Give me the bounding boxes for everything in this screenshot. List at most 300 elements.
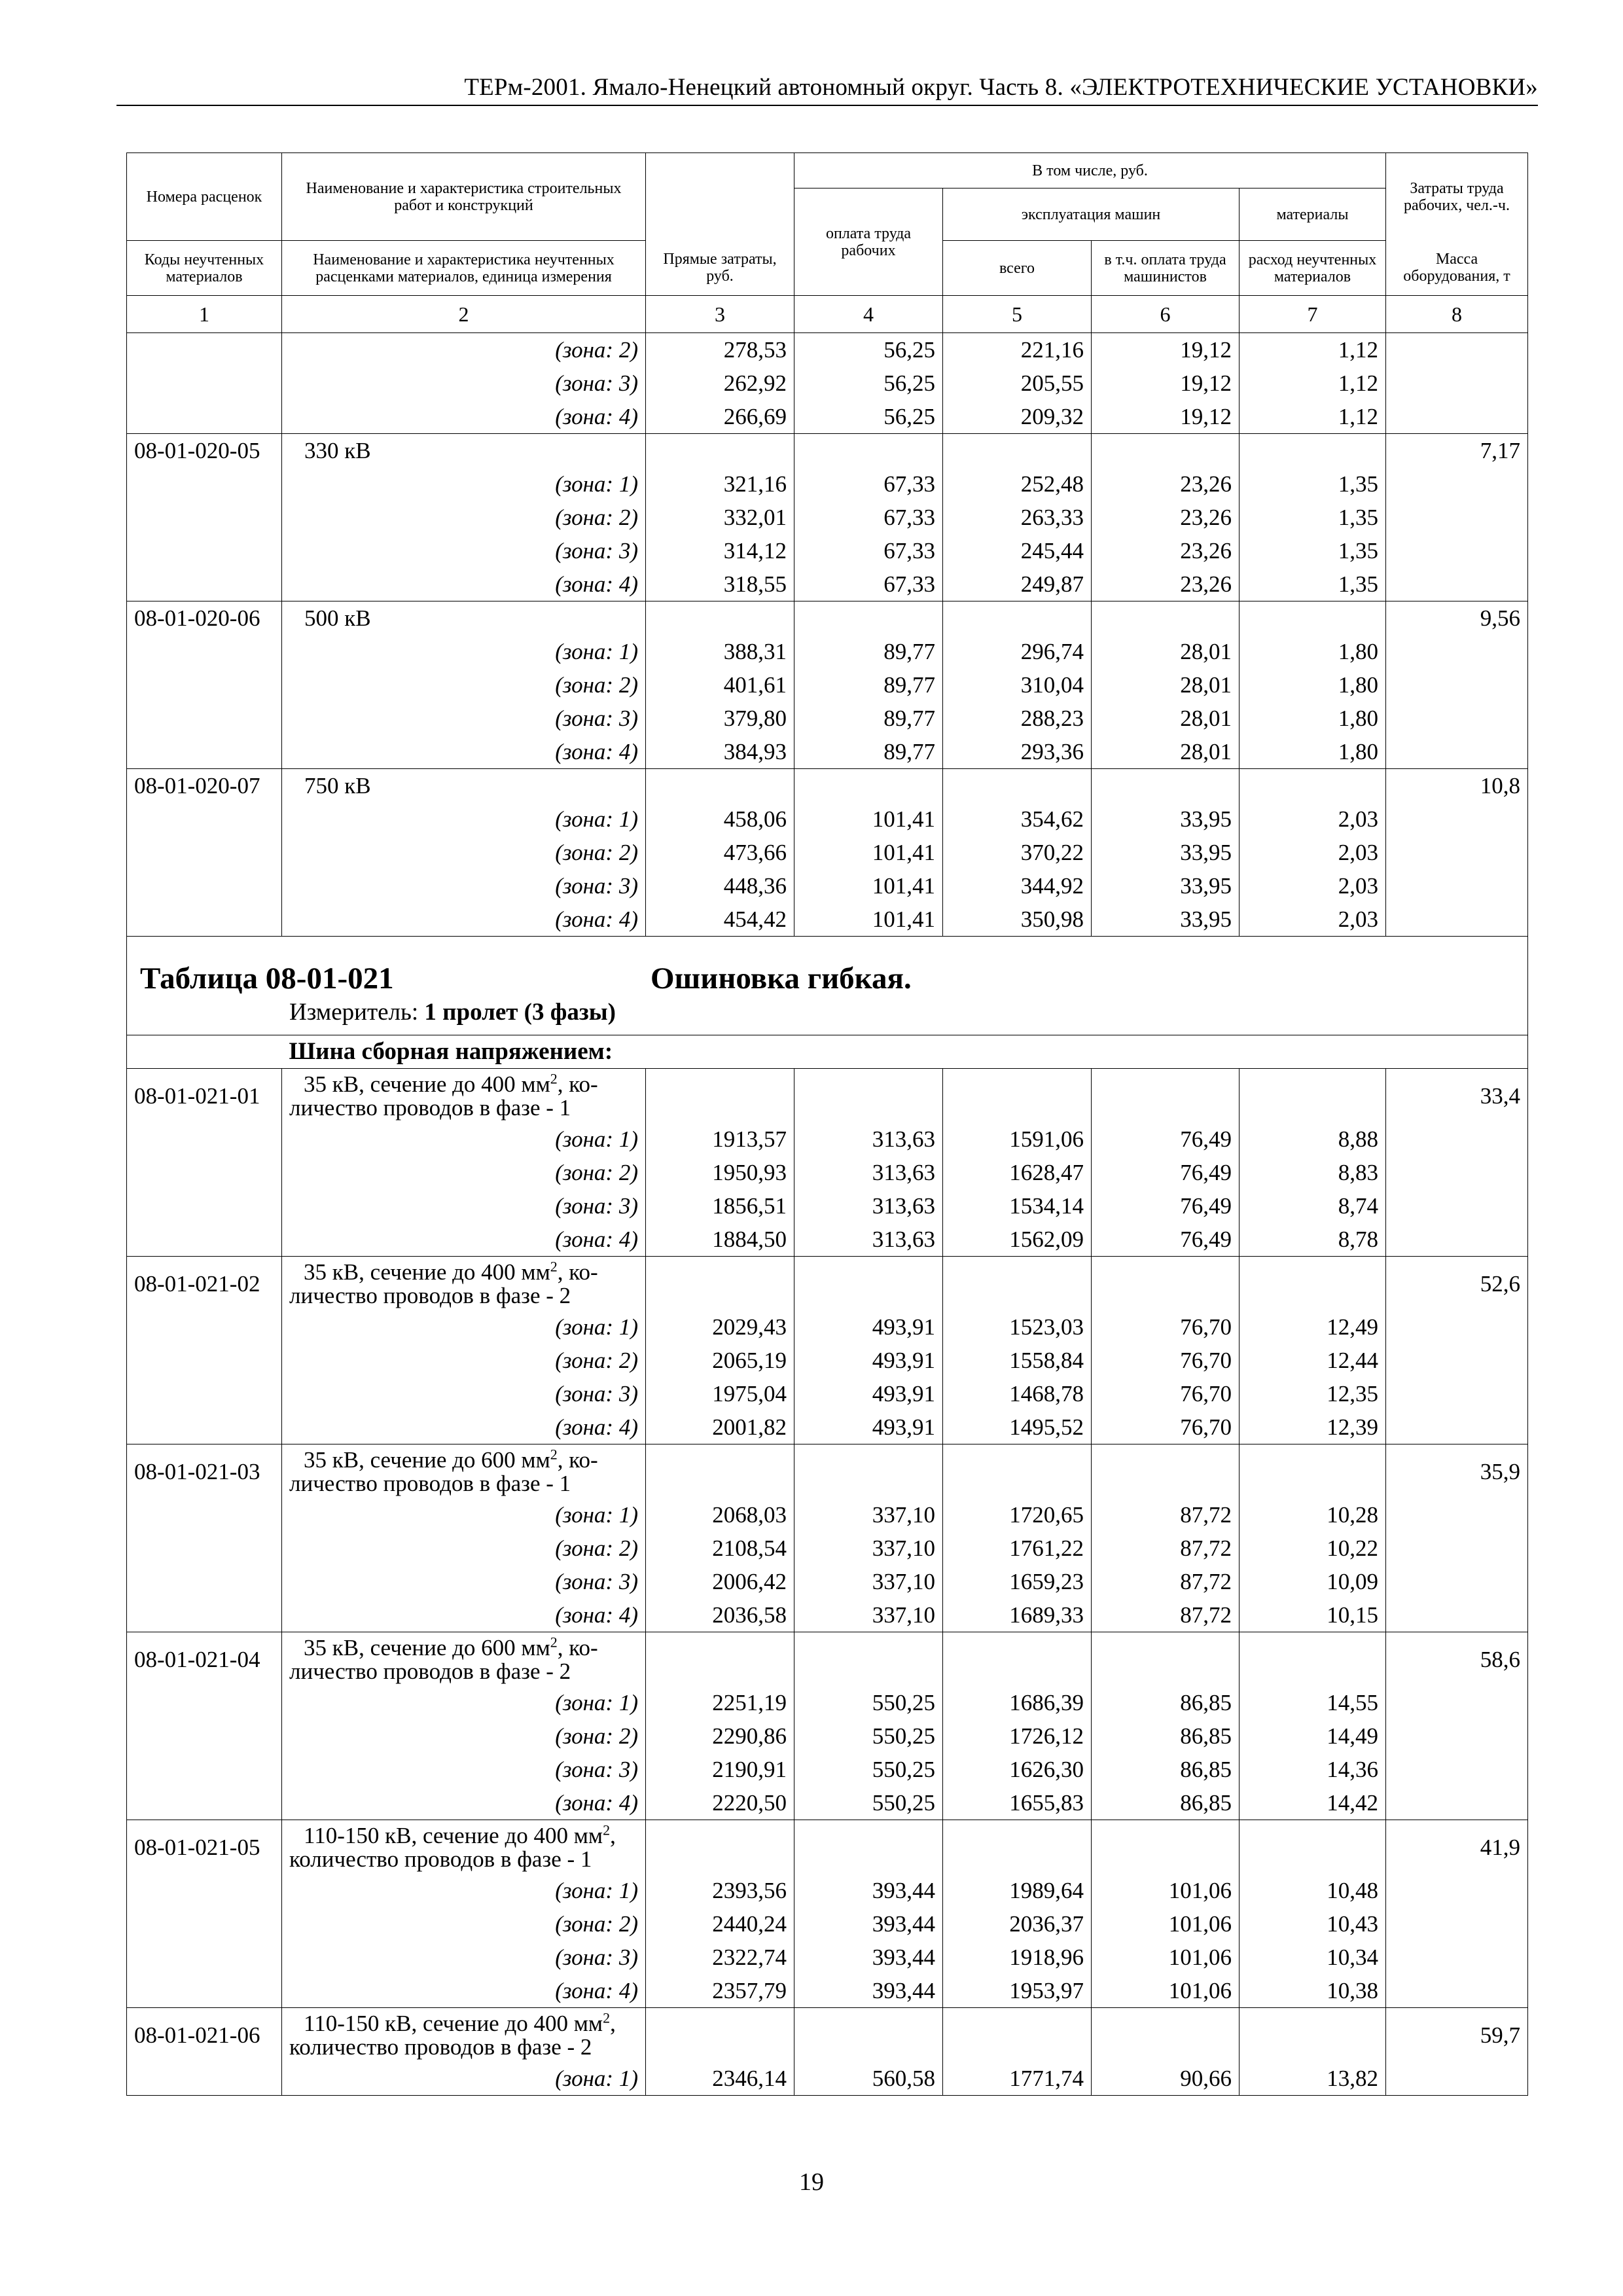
zone-label: (зона: 3) xyxy=(282,1941,646,1974)
labor-pay-value: 493,91 xyxy=(794,1344,943,1377)
operators-pay-value: 33,95 xyxy=(1092,869,1240,903)
rate-header-row xyxy=(127,769,1528,803)
direct-costs-value: 1913,57 xyxy=(646,1122,794,1156)
section-label: Шина сборная напряжением: xyxy=(282,1035,1528,1069)
zone-row xyxy=(127,2062,1528,2096)
direct-costs-value: 2357,79 xyxy=(646,1974,794,2008)
zone-label: (зона: 3) xyxy=(282,1753,646,1786)
zone-row xyxy=(127,1786,1528,1820)
empty-cell xyxy=(943,2008,1092,2062)
equipment-mass-value xyxy=(1386,1598,1528,1632)
labor-pay-value: 89,77 xyxy=(794,735,943,769)
direct-costs-value: 318,55 xyxy=(646,567,794,601)
operators-pay-value: 76,49 xyxy=(1092,1122,1240,1156)
direct-costs-value: 278,53 xyxy=(646,333,794,367)
empty-cell xyxy=(943,1820,1092,1874)
col-number: 3 xyxy=(646,296,794,333)
zone-label: (зона: 2) xyxy=(282,1907,646,1941)
price-code-cell xyxy=(127,903,282,937)
materials-value: 1,80 xyxy=(1240,668,1386,702)
materials-value: 10,38 xyxy=(1240,1974,1386,2008)
price-code: 08-01-021-06 xyxy=(127,2008,282,2062)
operators-pay-value: 87,72 xyxy=(1092,1598,1240,1632)
price-code-cell xyxy=(127,802,282,836)
price-code-cell xyxy=(127,1189,282,1223)
price-code-cell xyxy=(127,2062,282,2096)
direct-costs-value: 2068,03 xyxy=(646,1498,794,1532)
zone-row xyxy=(127,1310,1528,1344)
rate-description-part: количество проводов в фазе - 2 xyxy=(289,2034,592,2060)
materials-value: 14,36 xyxy=(1240,1753,1386,1786)
zone-label: (зона: 2) xyxy=(282,333,646,367)
price-code-cell xyxy=(127,702,282,735)
empty-cell xyxy=(646,1257,794,1311)
price-code-cell xyxy=(127,467,282,501)
equipment-mass-value xyxy=(1386,1410,1528,1444)
rate-description-part: , xyxy=(610,2011,616,2036)
price-code-cell xyxy=(127,1310,282,1344)
materials-value: 12,44 xyxy=(1240,1344,1386,1377)
zone-label: (зона: 4) xyxy=(282,567,646,601)
price-code-cell xyxy=(127,534,282,567)
machine-total-value: 288,23 xyxy=(943,702,1092,735)
direct-costs-value: 2322,74 xyxy=(646,1941,794,1974)
materials-value: 2,03 xyxy=(1240,836,1386,869)
empty-cell xyxy=(794,434,943,468)
operators-pay-value: 101,06 xyxy=(1092,1974,1240,2008)
empty-cell xyxy=(943,434,1092,468)
machine-total-value: 350,98 xyxy=(943,903,1092,937)
equipment-mass-value xyxy=(1386,1719,1528,1753)
equipment-mass-value xyxy=(1386,1686,1528,1719)
labor-pay-value: 550,25 xyxy=(794,1753,943,1786)
zone-row xyxy=(127,702,1528,735)
direct-costs-value: 2065,19 xyxy=(646,1344,794,1377)
price-code: 08-01-021-02 xyxy=(127,1257,282,1311)
equipment-mass-value xyxy=(1386,735,1528,769)
rate-description-part: , ко- xyxy=(557,1447,598,1473)
header-rule xyxy=(116,105,1538,106)
direct-costs-value: 388,31 xyxy=(646,635,794,668)
rate-header-row xyxy=(127,601,1528,636)
zone-row xyxy=(127,802,1528,836)
zone-row xyxy=(127,1874,1528,1907)
zone-label: (зона: 1) xyxy=(282,2062,646,2096)
section-spacer xyxy=(127,1035,282,1069)
price-code-cell xyxy=(127,1907,282,1941)
empty-cell xyxy=(1240,601,1386,636)
rate-description xyxy=(282,1069,646,1123)
equipment-mass-value xyxy=(1386,1874,1528,1907)
machine-total-value: 1989,64 xyxy=(943,1874,1092,1907)
machine-total-value: 2036,37 xyxy=(943,1907,1092,1941)
direct-costs-value: 2393,56 xyxy=(646,1874,794,1907)
labor-pay-value: 101,41 xyxy=(794,903,943,937)
price-code-cell xyxy=(127,400,282,434)
machine-total-value: 263,33 xyxy=(943,501,1092,534)
equipment-mass-value xyxy=(1386,367,1528,400)
table-021-title-block xyxy=(127,937,1528,1069)
machine-total-value: 1628,47 xyxy=(943,1156,1092,1189)
operators-pay-value: 76,70 xyxy=(1092,1410,1240,1444)
empty-cell xyxy=(943,601,1092,636)
rate-description: 330 кВ xyxy=(282,434,646,468)
zone-label: (зона: 4) xyxy=(282,1410,646,1444)
col-header-machine-total: всего xyxy=(943,241,1092,296)
operators-pay-value: 19,12 xyxy=(1092,333,1240,367)
equipment-mass: 10,8 xyxy=(1386,769,1528,803)
direct-costs-value: 2346,14 xyxy=(646,2062,794,2096)
rate-header-row xyxy=(127,1632,1528,1687)
measure-value: 1 пролет (3 фазы) xyxy=(424,999,616,1026)
price-code-cell xyxy=(127,1532,282,1565)
price-code-cell xyxy=(127,668,282,702)
rate-description-part: личество проводов в фазе - 1 xyxy=(289,1095,571,1121)
col-number: 1 xyxy=(127,296,282,333)
zone-label: (зона: 1) xyxy=(282,635,646,668)
zone-row xyxy=(127,567,1528,601)
operators-pay-value: 23,26 xyxy=(1092,567,1240,601)
rate-description: 500 кВ xyxy=(282,601,646,636)
empty-cell xyxy=(794,1257,943,1311)
materials-value: 12,49 xyxy=(1240,1310,1386,1344)
zone-label: (зона: 1) xyxy=(282,1498,646,1532)
zone-label: (зона: 1) xyxy=(282,1874,646,1907)
price-code-cell xyxy=(127,1377,282,1410)
operators-pay-value: 23,26 xyxy=(1092,534,1240,567)
materials-value: 1,35 xyxy=(1240,467,1386,501)
price-code-cell xyxy=(127,1786,282,1820)
rate-header-row xyxy=(127,2008,1528,2062)
zone-label: (зона: 4) xyxy=(282,1598,646,1632)
table-body-bottom xyxy=(127,1069,1528,2096)
materials-value: 2,03 xyxy=(1240,802,1386,836)
zone-label: (зона: 1) xyxy=(282,1122,646,1156)
operators-pay-value: 76,70 xyxy=(1092,1344,1240,1377)
direct-costs-value: 384,93 xyxy=(646,735,794,769)
zone-row xyxy=(127,869,1528,903)
machine-total-value: 344,92 xyxy=(943,869,1092,903)
col-number: 2 xyxy=(282,296,646,333)
zone-label: (зона: 3) xyxy=(282,534,646,567)
operators-pay-value: 101,06 xyxy=(1092,1874,1240,1907)
empty-cell xyxy=(794,1069,943,1123)
zone-label: (зона: 2) xyxy=(282,668,646,702)
zone-row xyxy=(127,534,1528,567)
empty-cell xyxy=(646,1820,794,1874)
rates-table xyxy=(126,152,1528,2096)
zone-label: (зона: 4) xyxy=(282,400,646,434)
direct-costs-value: 2440,24 xyxy=(646,1907,794,1941)
equipment-mass-value xyxy=(1386,400,1528,434)
equipment-mass-value xyxy=(1386,1753,1528,1786)
empty-cell xyxy=(943,1257,1092,1311)
machine-total-value: 296,74 xyxy=(943,635,1092,668)
labor-pay-value: 313,63 xyxy=(794,1223,943,1257)
price-code: 08-01-021-04 xyxy=(127,1632,282,1687)
empty-cell xyxy=(1092,2008,1240,2062)
machine-total-value: 1558,84 xyxy=(943,1344,1092,1377)
operators-pay-value: 33,95 xyxy=(1092,836,1240,869)
rate-description-part: , ко- xyxy=(557,1071,598,1097)
empty-cell xyxy=(1240,2008,1386,2062)
equipment-mass-value xyxy=(1386,1189,1528,1223)
zone-label: (зона: 4) xyxy=(282,903,646,937)
rate-description: 750 кВ xyxy=(282,769,646,803)
empty-cell xyxy=(646,1069,794,1123)
direct-costs-value: 262,92 xyxy=(646,367,794,400)
labor-pay-value: 67,33 xyxy=(794,567,943,601)
empty-cell xyxy=(794,1820,943,1874)
labor-pay-value: 313,63 xyxy=(794,1122,943,1156)
operators-pay-value: 76,49 xyxy=(1092,1189,1240,1223)
materials-value: 1,12 xyxy=(1240,333,1386,367)
rate-description-part: , ко- xyxy=(557,1259,598,1285)
price-code-cell xyxy=(127,1598,282,1632)
equipment-mass-value xyxy=(1386,836,1528,869)
operators-pay-value: 28,01 xyxy=(1092,735,1240,769)
col-number: 7 xyxy=(1240,296,1386,333)
col-header-work-name: Наименование и характеристика строительных работ и конструкций xyxy=(282,153,646,241)
operators-pay-value: 33,95 xyxy=(1092,903,1240,937)
price-code: 08-01-021-05 xyxy=(127,1820,282,1874)
operators-pay-value: 90,66 xyxy=(1092,2062,1240,2096)
materials-value: 14,55 xyxy=(1240,1686,1386,1719)
zone-label: (зона: 3) xyxy=(282,1377,646,1410)
operators-pay-value: 101,06 xyxy=(1092,1941,1240,1974)
zone-label: (зона: 3) xyxy=(282,702,646,735)
zone-label: (зона: 1) xyxy=(282,1310,646,1344)
empty-cell xyxy=(1240,1632,1386,1687)
price-code: 08-01-020-07 xyxy=(127,769,282,803)
col-header-direct-costs-top xyxy=(646,153,794,241)
machine-total-value: 293,36 xyxy=(943,735,1092,769)
empty-cell xyxy=(1240,1820,1386,1874)
col-header-labor-pay: оплата труда рабочих xyxy=(794,188,943,296)
labor-pay-value: 67,33 xyxy=(794,534,943,567)
col-header-equipment-mass: Масса оборудования, т xyxy=(1386,241,1528,296)
superscript: 2 xyxy=(603,2009,611,2026)
empty-cell xyxy=(943,769,1092,803)
zone-label: (зона: 2) xyxy=(282,836,646,869)
labor-pay-value: 89,77 xyxy=(794,702,943,735)
direct-costs-value: 2290,86 xyxy=(646,1719,794,1753)
materials-value: 13,82 xyxy=(1240,2062,1386,2096)
rate-header-row xyxy=(127,1257,1528,1311)
zone-label: (зона: 3) xyxy=(282,1565,646,1598)
equipment-mass-value xyxy=(1386,903,1528,937)
labor-pay-value: 493,91 xyxy=(794,1377,943,1410)
operators-pay-value: 86,85 xyxy=(1092,1753,1240,1786)
equipment-mass-value xyxy=(1386,1565,1528,1598)
price-code-cell xyxy=(127,1410,282,1444)
labor-pay-value: 550,25 xyxy=(794,1686,943,1719)
price-code-cell xyxy=(127,735,282,769)
machine-total-value: 1761,22 xyxy=(943,1532,1092,1565)
labor-pay-value: 101,41 xyxy=(794,836,943,869)
superscript: 2 xyxy=(550,1070,558,1087)
zone-label: (зона: 3) xyxy=(282,367,646,400)
machine-total-value: 252,48 xyxy=(943,467,1092,501)
materials-value: 2,03 xyxy=(1240,903,1386,937)
equipment-mass-value xyxy=(1386,1223,1528,1257)
machine-total-value: 1953,97 xyxy=(943,1974,1092,2008)
labor-pay-value: 393,44 xyxy=(794,1907,943,1941)
zone-row xyxy=(127,1974,1528,2008)
zone-row xyxy=(127,1410,1528,1444)
rate-description-part: , xyxy=(610,1823,616,1848)
rate-description xyxy=(282,1257,646,1311)
equipment-mass: 52,6 xyxy=(1386,1257,1528,1311)
operators-pay-value: 28,01 xyxy=(1092,635,1240,668)
empty-cell xyxy=(1092,1820,1240,1874)
price-code-cell xyxy=(127,333,282,367)
rate-header-row xyxy=(127,1820,1528,1874)
operators-pay-value: 23,26 xyxy=(1092,467,1240,501)
labor-pay-value: 493,91 xyxy=(794,1410,943,1444)
equipment-mass-value xyxy=(1386,1532,1528,1565)
empty-cell xyxy=(646,1444,794,1499)
equipment-mass-value xyxy=(1386,802,1528,836)
equipment-mass-value xyxy=(1386,668,1528,702)
equipment-mass-value xyxy=(1386,1156,1528,1189)
empty-cell xyxy=(1240,434,1386,468)
running-header: ТЕРм-2001. Ямало-Ненецкий автономный округ. Часть 8. «ЭЛЕКТРОТЕХНИЧЕСКИЕ УСТАНОВКИ» xyxy=(464,74,1538,101)
price-code-cell xyxy=(127,1874,282,1907)
labor-pay-value: 337,10 xyxy=(794,1598,943,1632)
direct-costs-value: 2001,82 xyxy=(646,1410,794,1444)
col-header-machine-operation: эксплуатация машин xyxy=(943,188,1240,241)
equipment-mass-value xyxy=(1386,1786,1528,1820)
labor-pay-value: 393,44 xyxy=(794,1974,943,2008)
equipment-mass-value xyxy=(1386,1941,1528,1974)
rate-description xyxy=(282,1444,646,1499)
zone-label: (зона: 4) xyxy=(282,1786,646,1820)
materials-value: 8,74 xyxy=(1240,1189,1386,1223)
direct-costs-value: 401,61 xyxy=(646,668,794,702)
superscript: 2 xyxy=(550,1446,558,1463)
equipment-mass: 7,17 xyxy=(1386,434,1528,468)
zone-row xyxy=(127,836,1528,869)
empty-cell xyxy=(794,769,943,803)
measure-line xyxy=(289,998,616,1027)
empty-cell xyxy=(794,601,943,636)
price-code-cell xyxy=(127,367,282,400)
equipment-mass-value xyxy=(1386,567,1528,601)
materials-value: 8,88 xyxy=(1240,1122,1386,1156)
zone-label: (зона: 1) xyxy=(282,802,646,836)
rate-header-row xyxy=(127,1444,1528,1499)
price-code-cell xyxy=(127,1565,282,1598)
direct-costs-value: 332,01 xyxy=(646,501,794,534)
materials-value: 10,22 xyxy=(1240,1532,1386,1565)
machine-total-value: 1918,96 xyxy=(943,1941,1092,1974)
materials-value: 1,80 xyxy=(1240,735,1386,769)
labor-pay-value: 560,58 xyxy=(794,2062,943,2096)
equipment-mass-value xyxy=(1386,333,1528,367)
price-code-cell xyxy=(127,1122,282,1156)
operators-pay-value: 87,72 xyxy=(1092,1532,1240,1565)
operators-pay-value: 76,49 xyxy=(1092,1223,1240,1257)
col-number: 4 xyxy=(794,296,943,333)
rate-description-part: личество проводов в фазе - 1 xyxy=(289,1471,571,1496)
machine-total-value: 245,44 xyxy=(943,534,1092,567)
col-header-unaccounted-codes: Коды неучтенных материалов xyxy=(127,241,282,296)
machine-total-value: 310,04 xyxy=(943,668,1092,702)
machine-total-value: 1591,06 xyxy=(943,1122,1092,1156)
operators-pay-value: 87,72 xyxy=(1092,1565,1240,1598)
equipment-mass-value xyxy=(1386,534,1528,567)
materials-value: 1,35 xyxy=(1240,534,1386,567)
labor-pay-value: 337,10 xyxy=(794,1532,943,1565)
equipment-mass-value xyxy=(1386,702,1528,735)
equipment-mass: 35,9 xyxy=(1386,1444,1528,1499)
operators-pay-value: 33,95 xyxy=(1092,802,1240,836)
price-code-cell xyxy=(127,1498,282,1532)
operators-pay-value: 19,12 xyxy=(1092,400,1240,434)
equipment-mass-value xyxy=(1386,1377,1528,1410)
zone-label: (зона: 3) xyxy=(282,869,646,903)
empty-cell xyxy=(794,1632,943,1687)
operators-pay-value: 23,26 xyxy=(1092,501,1240,534)
zone-label: (зона: 4) xyxy=(282,1974,646,2008)
labor-pay-value: 101,41 xyxy=(794,802,943,836)
operators-pay-value: 86,85 xyxy=(1092,1719,1240,1753)
price-code: 08-01-020-05 xyxy=(127,434,282,468)
price-code-cell xyxy=(127,1719,282,1753)
operators-pay-value: 76,49 xyxy=(1092,1156,1240,1189)
direct-costs-value: 473,66 xyxy=(646,836,794,869)
col-header-labor-costs: Затраты труда рабочих, чел.-ч. xyxy=(1386,153,1528,241)
empty-cell xyxy=(1092,1444,1240,1499)
zone-row xyxy=(127,635,1528,668)
price-code-cell xyxy=(127,1344,282,1377)
col-header-operators-pay: в т.ч. оплата труда машинистов xyxy=(1092,241,1240,296)
zone-row xyxy=(127,333,1528,367)
rate-description xyxy=(282,1632,646,1687)
direct-costs-value: 2220,50 xyxy=(646,1786,794,1820)
col-header-price-numbers: Номера расценок xyxy=(127,153,282,241)
operators-pay-value: 28,01 xyxy=(1092,702,1240,735)
rate-description-part: личество проводов в фазе - 2 xyxy=(289,1283,571,1308)
labor-pay-value: 67,33 xyxy=(794,467,943,501)
empty-cell xyxy=(646,434,794,468)
materials-value: 1,35 xyxy=(1240,501,1386,534)
direct-costs-value: 314,12 xyxy=(646,534,794,567)
machine-total-value: 205,55 xyxy=(943,367,1092,400)
operators-pay-value: 28,01 xyxy=(1092,668,1240,702)
empty-cell xyxy=(943,1069,1092,1123)
col-header-direct-costs: Прямые затраты, руб. xyxy=(646,241,794,296)
materials-value: 1,12 xyxy=(1240,400,1386,434)
equipment-mass: 41,9 xyxy=(1386,1820,1528,1874)
equipment-mass: 59,7 xyxy=(1386,2008,1528,2062)
operators-pay-value: 76,70 xyxy=(1092,1377,1240,1410)
zone-row xyxy=(127,1377,1528,1410)
materials-value: 8,83 xyxy=(1240,1156,1386,1189)
labor-pay-value: 493,91 xyxy=(794,1310,943,1344)
empty-cell xyxy=(1092,1069,1240,1123)
zone-row xyxy=(127,501,1528,534)
zone-label: (зона: 2) xyxy=(282,501,646,534)
rate-description-part: количество проводов в фазе - 1 xyxy=(289,1846,592,1872)
materials-value: 12,39 xyxy=(1240,1410,1386,1444)
equipment-mass-value xyxy=(1386,1344,1528,1377)
superscript: 2 xyxy=(603,1821,611,1839)
empty-cell xyxy=(1092,1632,1240,1687)
materials-value: 10,43 xyxy=(1240,1907,1386,1941)
direct-costs-value: 2108,54 xyxy=(646,1532,794,1565)
